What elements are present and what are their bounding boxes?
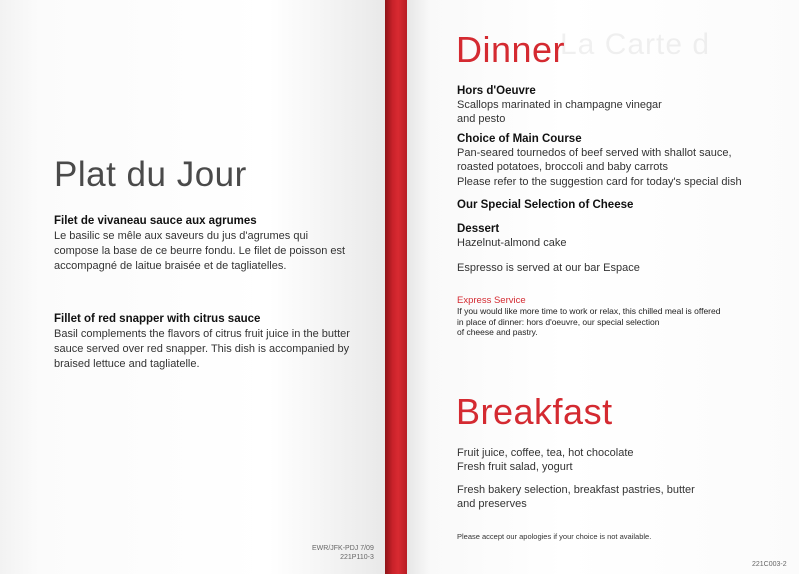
breakfast-line-4: and preserves: [457, 498, 527, 510]
hors-doeuvre-line-1: Scallops marinated in champagne vinegar: [457, 99, 662, 111]
left-code-line-1: EWR/JFK-PDJ 7/09: [312, 545, 374, 552]
left-page: [0, 0, 385, 574]
breakfast-line-2: Fresh fruit salad, yogurt: [457, 461, 573, 473]
menu-spine: [385, 0, 407, 574]
cheese-section: [457, 198, 757, 212]
dessert-heading: Dessert: [457, 223, 500, 235]
express-line-2: in place of dinner: hors d'oeuvre, our special selection: [457, 316, 660, 327]
hors-doeuvre-line-2: and pesto: [457, 113, 506, 125]
breakfast-line-3: Fresh bakery selection, breakfast pastries, butter: [457, 484, 695, 496]
dinner-title: Dinner: [456, 29, 566, 70]
dish-french-name: Filet de vivaneau sauce aux agrumes: [54, 215, 257, 227]
left-code-line-2: 221P110-3: [340, 554, 374, 561]
express-line-1: If you would like more time to work or relax, this chilled meal is offered: [457, 306, 721, 316]
express-line-3: of cheese and pastry.: [457, 327, 538, 337]
express-service-title: Express Service: [457, 295, 526, 306]
ghost-show-through-text: La Carte d: [560, 28, 711, 61]
breakfast-title: Breakfast: [456, 391, 613, 432]
main-course-line-2: roasted potatoes, broccoli and baby carrots: [457, 161, 668, 173]
dish-english: [54, 312, 354, 372]
main-course-line-1: Pan-seared tournedos of beef served with shallot sauce,: [457, 147, 732, 159]
main-course-note: Please refer to the suggestion card for today's special dish: [457, 176, 742, 188]
cheese-heading: Our Special Selection of Cheese: [457, 199, 634, 211]
dessert-section: [457, 222, 757, 250]
main-course-section: [457, 132, 757, 174]
hors-doeuvre-section: [457, 84, 757, 126]
left-page-code: [312, 544, 374, 562]
dish-english-description: Basil complements the flavors of citrus fruit juice in the butter sauce served over red snapper. This dish is accompanied by braised lettuce and tagliatelle.: [54, 328, 350, 370]
espresso-note: Espresso is served at our bar Espace: [457, 262, 640, 274]
express-service-text: [457, 306, 742, 338]
main-course-heading: Choice of Main Course: [457, 133, 582, 145]
dessert-text: Hazelnut-almond cake: [457, 237, 567, 249]
dish-french-description: Le basilic se mêle aux saveurs du jus d'agrumes qui compose la base de ce beurre fondu. Le filet de poisson est accompagné de laitue braisée et de tagliatelles.: [54, 230, 346, 272]
breakfast-line-1: Fruit juice, coffee, tea, hot chocolate: [457, 447, 634, 459]
hors-doeuvre-heading: Hors d'Oeuvre: [457, 85, 536, 97]
dish-french: [54, 214, 354, 274]
right-page-code: 221C003-2: [752, 561, 787, 568]
plat-du-jour-title: Plat du Jour: [54, 155, 247, 194]
apology-note: Please accept our apologies if your choice is not available.: [457, 532, 652, 541]
dish-english-name: Fillet of red snapper with citrus sauce: [54, 313, 261, 325]
